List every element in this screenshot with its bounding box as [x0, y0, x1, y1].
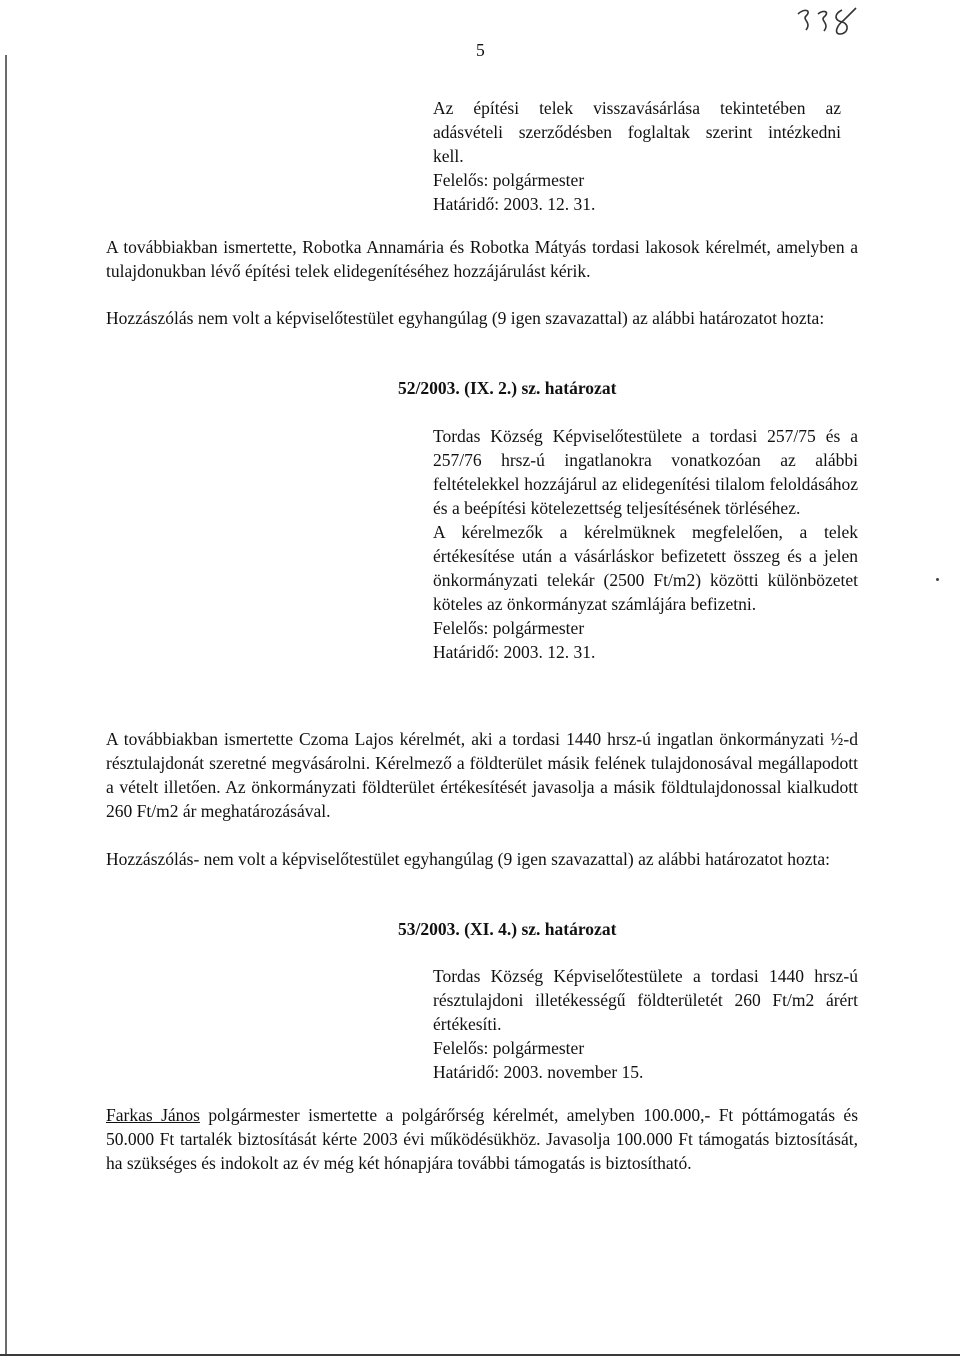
paragraph-farkas-request	[106, 1103, 858, 1175]
resolution-number: 52/2003. (IX. 2.) sz.	[398, 378, 541, 398]
paragraph-vote-intro-2: Hozzászólás- nem volt a képviselőtestület egyhangúlag (9 igen szavazattal) az alábbi határozatot hozta:	[106, 849, 831, 869]
resolution-word: határozat	[544, 919, 617, 939]
resolution-text-2: A kérelmezők a kérelmüknek megfelelően, a telek értékesítése után a vásárláskor befizetett összeg és a jelen önkormányzati telekár (2500 Ft/m2) közötti különbözetet köteles az önkormányzat számlájára befizetni.	[433, 522, 858, 614]
mayor-name: Farkas János	[106, 1105, 200, 1125]
resolution-body	[433, 424, 858, 664]
resolution-word: határozat	[544, 378, 617, 398]
page-number: 5	[476, 40, 485, 60]
deadline-line: Határidő: 2003. 12. 31.	[433, 642, 596, 662]
responsible-line: Felelős: polgármester	[433, 1038, 585, 1058]
deadline-line: Határidő: 2003. november 15.	[433, 1062, 644, 1082]
conclusion-line: adásvételi szerződésben foglaltak szerint intézkedni	[433, 122, 841, 142]
paragraph-text: polgármester ismertette a polgárőrség kérelmét, amelyben 100.000,- Ft póttámogatás és 50.000 Ft tartalék biztosítását kérte 2003 évi működésükhöz. Javasolja 100.000 Ft támogatás biztosítását, ha szükséges és indokolt az év még két hónapjára további támogatás is biztosítható.	[106, 1105, 858, 1173]
scan-speck	[936, 578, 939, 581]
conclusion-line: Az építési telek visszavásárlása tekintetében az	[433, 98, 841, 118]
resolution-text: Tordas Község Képviselőtestülete a tordasi 257/75 és a 257/76 hrsz-ú ingatlanokra vonatkozóan az alábbi feltételekkel hozzájárul az elidegenítési tilalom feloldásához és a beépítési kötelezettség teljesítésének törléséhez.	[433, 426, 858, 518]
resolution-number: 53/2003. (XI. 4.) sz.	[398, 919, 541, 939]
scan-bottom-edge-line	[0, 1354, 960, 1356]
responsible-line: Felelős: polgármester	[433, 618, 585, 638]
deadline-line: Határidő: 2003. 12. 31.	[433, 194, 596, 214]
responsible-line: Felelős: polgármester	[433, 170, 585, 190]
conclusion-block	[433, 96, 841, 216]
resolution-title	[398, 376, 616, 400]
resolution-body	[433, 964, 858, 1084]
resolution-title	[398, 917, 616, 941]
scan-left-edge-line	[5, 55, 7, 1355]
paragraph-robotka-request: A továbbiakban ismertette, Robotka Annamária és Robotka Mátyás tordasi lakosok kérelmét, amelyben a tulajdonukban lévő építési telek elidegenítéséhez hozzájárulást kérik.	[106, 237, 858, 281]
handwritten-page-mark	[790, 4, 860, 44]
conclusion-line: kell.	[433, 146, 464, 166]
paragraph-czoma-request: A továbbiakban ismertette Czoma Lajos kérelmét, aki a tordasi 1440 hrsz-ú ingatlan önkormányzati ½-d résztulajdonát szeretné megvásárolni. Kérelmező a földterület másik felének tulajdonosával megállapodott a vételt illetően. Az önkormányzati földterület értékesítését javasolja a másik földtulajdonossal kialkudott 260 Ft/m2 ár meghatározásával.	[106, 729, 858, 821]
resolution-text: Tordas Község Képviselőtestülete a tordasi 1440 hrsz-ú résztulajdoni illetékességű földterületét 260 Ft/m2 árért értékesíti.	[433, 966, 858, 1034]
paragraph-vote-intro: Hozzászólás nem volt a képviselőtestület egyhangúlag (9 igen szavazattal) az alábbi határozatot hozta:	[106, 308, 825, 328]
